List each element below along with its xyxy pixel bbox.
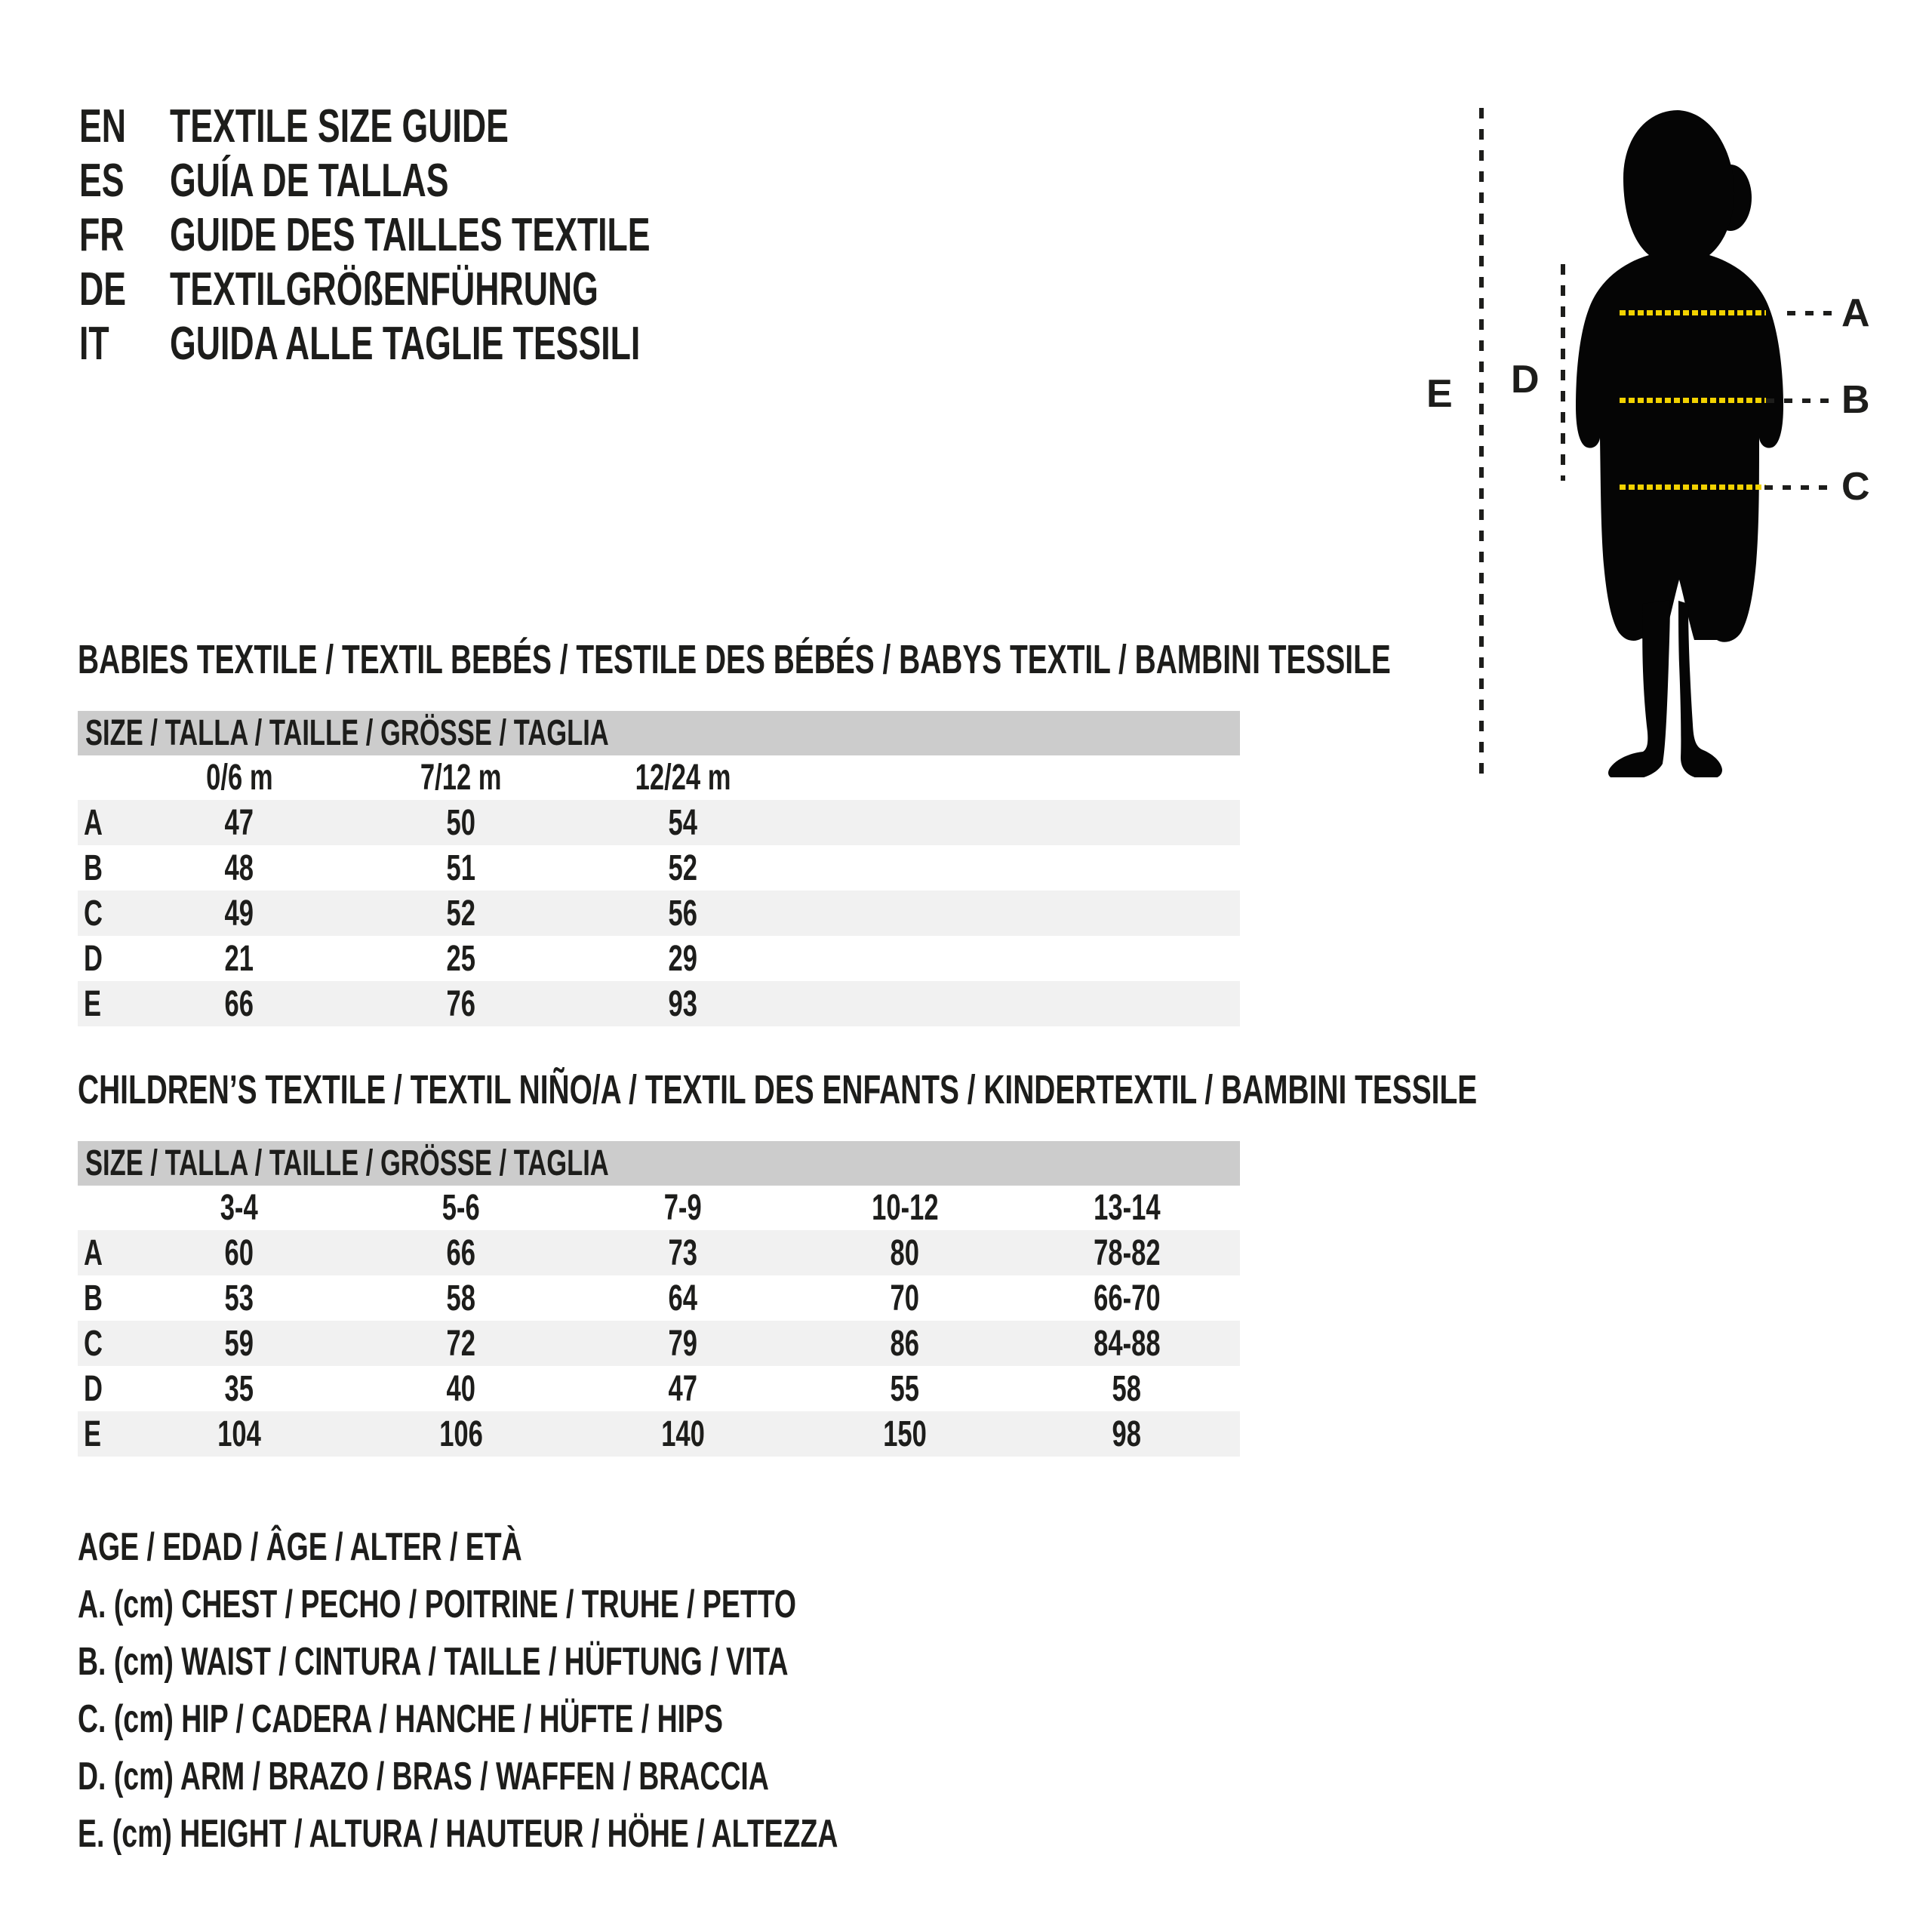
cell: 59 <box>224 1323 254 1364</box>
lang-title: TEXTILE SIZE GUIDE <box>170 100 509 152</box>
measure-label-c: C <box>1841 465 1870 509</box>
measure-label-e: E <box>1426 372 1453 416</box>
column-header: 5-6 <box>442 1188 480 1228</box>
legend-line-age: AGE / EDAD / ÂGE / ALTER / ETÀ <box>78 1525 522 1569</box>
column-header: 3-4 <box>220 1188 258 1228</box>
children-size-header-bar: SIZE / TALLA / TAILLE / GRÖSSE / TAGLIA <box>78 1141 1240 1186</box>
row-label: E <box>84 1414 102 1454</box>
cell: 51 <box>446 848 476 888</box>
cell: 55 <box>890 1368 920 1409</box>
cell: 58 <box>1112 1368 1142 1409</box>
leader-line-B <box>1766 398 1832 403</box>
babies-column-headers <box>78 755 1240 800</box>
row-label: E <box>84 983 102 1024</box>
child-silhouette <box>1574 106 1785 777</box>
leader-line-C <box>1764 485 1832 490</box>
table-row <box>78 936 1240 981</box>
lang-title: TEXTILGRÖßENFÜHRUNG <box>170 263 598 315</box>
column-header: 12/24 m <box>635 758 731 798</box>
cell: 21 <box>224 938 254 979</box>
column-header: 10-12 <box>871 1188 939 1228</box>
measurement-legend <box>78 1518 1134 1863</box>
column-header: 7-9 <box>664 1188 702 1228</box>
cell: 50 <box>446 802 476 843</box>
column-header: 0/6 m <box>205 758 273 798</box>
legend-line-chest: A. (cm) CHEST / PECHO / POITRINE / TRUHE / PETTO <box>78 1583 797 1626</box>
table-row <box>78 845 1240 891</box>
cell: 104 <box>217 1414 261 1454</box>
cell: 98 <box>1112 1414 1142 1454</box>
cell: 72 <box>446 1323 476 1364</box>
table-row <box>78 800 1240 845</box>
waist-measure-line-B <box>1620 398 1766 403</box>
table-row <box>78 891 1240 936</box>
column-header: 7/12 m <box>420 758 502 798</box>
cell: 52 <box>668 848 698 888</box>
cell: 140 <box>661 1414 705 1454</box>
cell: 64 <box>668 1278 698 1318</box>
cell: 93 <box>668 983 698 1024</box>
row-label: C <box>84 1323 103 1364</box>
cell: 49 <box>224 893 254 934</box>
cell: 78-82 <box>1093 1232 1161 1273</box>
cell: 52 <box>446 893 476 934</box>
cell: 80 <box>890 1232 920 1273</box>
measure-label-a: A <box>1841 291 1870 335</box>
cell: 56 <box>668 893 698 934</box>
lang-title: GUIDE DES TAILLES TEXTILE <box>170 208 651 261</box>
legend-line-hip: C. (cm) HIP / CADERA / HANCHE / HÜFTE / HIPS <box>78 1697 723 1741</box>
row-label: D <box>84 938 103 979</box>
table-row <box>78 1275 1240 1321</box>
cell: 60 <box>224 1232 254 1273</box>
table-row <box>78 1230 1240 1275</box>
legend-line-waist: B. (cm) WAIST / CINTURA / TAILLE / HÜFTUNG / VITA <box>78 1640 789 1684</box>
legend-line-arm: D. (cm) ARM / BRAZO / BRAS / WAFFEN / BRACCIA <box>78 1755 769 1798</box>
children-size-table-section <box>78 1067 1478 1457</box>
row-label: B <box>84 1278 103 1318</box>
column-header: 13-14 <box>1093 1188 1161 1228</box>
lang-row-es <box>79 153 837 208</box>
cell: 66 <box>224 983 254 1024</box>
lang-row-it <box>79 316 837 371</box>
lang-code: ES <box>79 154 125 207</box>
cell: 70 <box>890 1278 920 1318</box>
cell: 53 <box>224 1278 254 1318</box>
cell: 66-70 <box>1093 1278 1161 1318</box>
hip-measure-line-C <box>1620 485 1766 490</box>
children-column-headers <box>78 1186 1240 1230</box>
cell: 40 <box>446 1368 476 1409</box>
row-label: A <box>84 1232 103 1273</box>
lang-code: DE <box>79 263 127 315</box>
lang-row-de <box>79 262 837 316</box>
lang-title: GUIDA ALLE TAGLIE TESSILI <box>170 317 641 370</box>
lang-row-fr <box>79 208 837 262</box>
row-label: C <box>84 893 103 934</box>
chest-measure-line-A <box>1620 310 1766 315</box>
row-label: B <box>84 848 103 888</box>
cell: 150 <box>883 1414 927 1454</box>
head-and-torso <box>1576 110 1783 642</box>
lang-title: GUÍA DE TALLAS <box>170 154 449 207</box>
table-row <box>78 1366 1240 1411</box>
arm-measure-dotted-line-D <box>1561 264 1565 481</box>
language-title-block <box>79 99 837 371</box>
row-label: D <box>84 1368 103 1409</box>
measure-label-d: D <box>1511 358 1540 401</box>
lang-code: EN <box>79 100 127 152</box>
cell: 86 <box>890 1323 920 1364</box>
measure-label-b: B <box>1841 378 1870 422</box>
babies-size-header-bar: SIZE / TALLA / TAILLE / GRÖSSE / TAGLIA <box>78 711 1240 755</box>
cell: 48 <box>224 848 254 888</box>
cell: 106 <box>439 1414 483 1454</box>
table-row <box>78 1321 1240 1366</box>
babies-size-table-section <box>78 637 1391 1026</box>
lang-row-en <box>79 99 837 153</box>
lang-code: IT <box>79 317 109 370</box>
lang-code: FR <box>79 208 125 261</box>
legend-line-height: E. (cm) HEIGHT / ALTURA / HAUTEUR / HÖHE / ALTEZZA <box>78 1812 838 1856</box>
leader-line-A <box>1787 311 1832 315</box>
table-row <box>78 1411 1240 1457</box>
cell: 54 <box>668 802 698 843</box>
cell: 79 <box>668 1323 698 1364</box>
cell: 84-88 <box>1093 1323 1161 1364</box>
cell: 35 <box>224 1368 254 1409</box>
cell: 47 <box>668 1368 698 1409</box>
cell: 73 <box>668 1232 698 1273</box>
cell: 25 <box>446 938 476 979</box>
children-section-title: CHILDREN’S TEXTILE / TEXTIL NIÑO/A / TEXTIL DES ENFANTS / KINDERTEXTIL / BAMBINI TESSILE <box>78 1067 1478 1112</box>
cell: 66 <box>446 1232 476 1273</box>
cell: 47 <box>224 802 254 843</box>
table-row <box>78 981 1240 1026</box>
babies-section-title: BABIES TEXTILE / TEXTIL BEBÉS / TESTILE DES BÉBÉS / BABYS TEXTIL / BAMBINI TESSILE <box>78 637 1391 682</box>
row-label: A <box>84 802 103 843</box>
height-measure-dotted-line-E <box>1479 108 1484 778</box>
cell: 76 <box>446 983 476 1024</box>
cell: 58 <box>446 1278 476 1318</box>
cell: 29 <box>668 938 698 979</box>
